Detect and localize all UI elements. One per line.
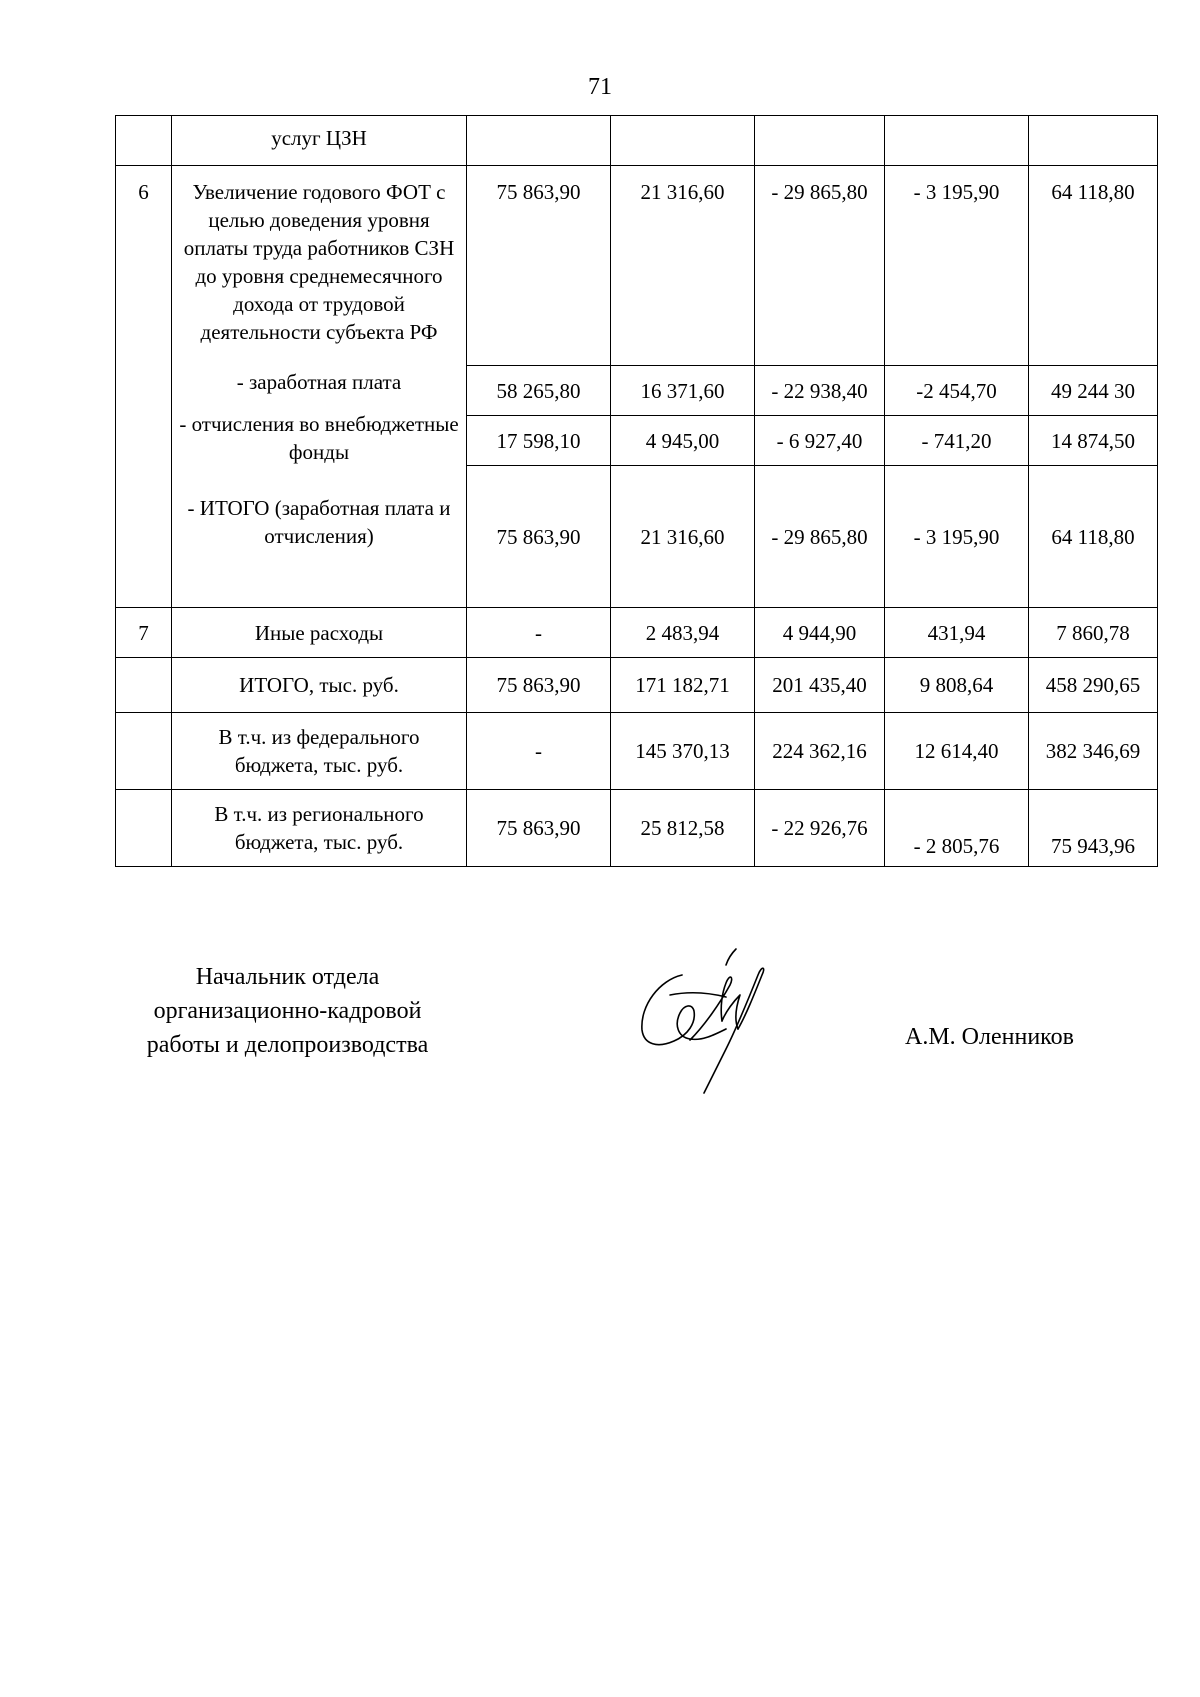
value-cell	[611, 116, 755, 166]
table-row	[116, 116, 1158, 166]
row-description: В т.ч. из регионального бюджета, тыс. руб.	[172, 790, 467, 867]
row-description: ИТОГО, тыс. руб.	[172, 658, 467, 713]
table-row	[116, 608, 1158, 658]
value-cell: 75 863,90	[467, 466, 611, 608]
row-6-description: Увеличение годового ФОТ с целью доведения уровня оплаты труда работников СЗН до уровня среднемесячного дохода от трудовой деятельности субъекта РФ	[183, 180, 455, 344]
value-cell: 21 316,60	[611, 166, 755, 366]
row-number-cell	[116, 790, 172, 867]
signer-name: А.М. Оленников	[905, 1024, 1074, 1050]
value-cell: 7 860,78	[1029, 608, 1158, 658]
table-row	[116, 790, 1158, 867]
value-cell: 58 265,80	[467, 366, 611, 416]
value-cell: -	[467, 713, 611, 790]
value-cell: - 3 195,90	[885, 466, 1029, 608]
value-cell: - 741,20	[885, 416, 1029, 466]
value-cell: 75 863,90	[467, 166, 611, 366]
row-description: Иные расходы	[172, 608, 467, 658]
value-cell: 64 118,80	[1029, 466, 1158, 608]
value-cell: - 2 805,76	[885, 790, 1029, 867]
value-cell: 17 598,10	[467, 416, 611, 466]
table-row	[116, 713, 1158, 790]
row-number: 7	[116, 608, 172, 658]
contributions-label: - отчисления во внебюджетные фонды	[179, 412, 459, 464]
value-cell: - 29 865,80	[755, 466, 885, 608]
value-cell: 431,94	[885, 608, 1029, 658]
signer-position	[115, 960, 460, 1062]
value-cell: - 22 938,40	[755, 366, 885, 416]
table-row	[116, 166, 1158, 366]
row-number-cell	[116, 658, 172, 713]
value-cell: 16 371,60	[611, 366, 755, 416]
value-cell: 2 483,94	[611, 608, 755, 658]
row-description: услуг ЦЗН	[172, 116, 467, 166]
value-cell: -	[467, 608, 611, 658]
value-cell: - 3 195,90	[885, 166, 1029, 366]
position-line: организационно-кадровой	[153, 998, 422, 1024]
value-cell: 145 370,13	[611, 713, 755, 790]
row-description: В т.ч. из федерального бюджета, тыс. руб.	[172, 713, 467, 790]
value-cell: - 22 926,76	[755, 790, 885, 867]
position-line: работы и делопроизводства	[146, 1032, 429, 1058]
row-number-cell	[116, 116, 172, 166]
subtotal-label: - ИТОГО (заработная плата и отчисления)	[187, 496, 451, 548]
value-cell: 12 614,40	[885, 713, 1029, 790]
handwritten-signature	[630, 945, 800, 1095]
value-cell: 75 863,90	[467, 658, 611, 713]
value-cell: 64 118,80	[1029, 166, 1158, 366]
value-cell: 75 863,90	[467, 790, 611, 867]
value-cell: 4 945,00	[611, 416, 755, 466]
value-cell: - 6 927,40	[755, 416, 885, 466]
value-cell: -2 454,70	[885, 366, 1029, 416]
value-cell: 14 874,50	[1029, 416, 1158, 466]
value-cell	[885, 116, 1029, 166]
value-cell: 4 944,90	[755, 608, 885, 658]
value-cell	[755, 116, 885, 166]
value-cell: 75 943,96	[1029, 790, 1158, 867]
value-cell: - 29 865,80	[755, 166, 885, 366]
page-number: 71	[588, 74, 612, 100]
value-cell: 224 362,16	[755, 713, 885, 790]
row-description	[172, 166, 467, 608]
value-cell: 49 244 30	[1029, 366, 1158, 416]
table-row	[116, 658, 1158, 713]
value-cell: 201 435,40	[755, 658, 885, 713]
row-number: 6	[116, 166, 172, 608]
value-cell: 382 346,69	[1029, 713, 1158, 790]
value-cell: 25 812,58	[611, 790, 755, 867]
value-cell: 458 290,65	[1029, 658, 1158, 713]
value-cell: 21 316,60	[611, 466, 755, 608]
value-cell	[1029, 116, 1158, 166]
row-number-cell	[116, 713, 172, 790]
value-cell	[467, 116, 611, 166]
position-line: Начальник отдела	[195, 964, 380, 990]
value-cell: 9 808,64	[885, 658, 1029, 713]
salary-label: - заработная плата	[236, 370, 402, 394]
budget-table	[115, 115, 1158, 867]
value-cell: 171 182,71	[611, 658, 755, 713]
